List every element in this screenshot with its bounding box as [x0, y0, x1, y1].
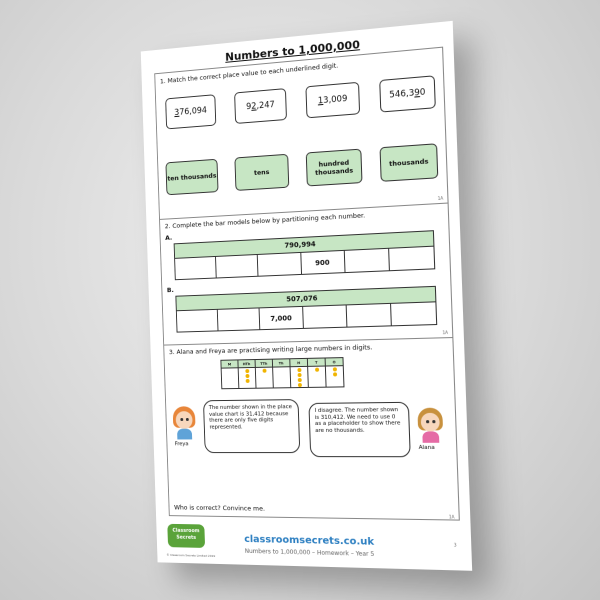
place-value-column [290, 366, 308, 387]
question-2-text: 2. Complete the bar models below by partitioning each number. [164, 211, 366, 231]
bar-cell: 7,000 [260, 307, 304, 330]
question-ref: 1A [448, 514, 455, 520]
place-value-column [308, 366, 326, 387]
counter-dot [262, 369, 266, 373]
place-value-header: O [325, 358, 343, 366]
alana-name: Alana [418, 444, 435, 452]
place-value-header: HTh [238, 360, 255, 368]
counter-dot [297, 368, 301, 372]
face [176, 411, 193, 429]
place-value-column [273, 367, 291, 388]
worksheet-page [141, 21, 472, 571]
question-3-text: 3. Alana and Freya are practising writing large numbers in digits. [168, 343, 373, 357]
bar-model-b-label: B. [166, 286, 174, 295]
place-value-header: H [290, 358, 308, 366]
underlined-digit: 1 [317, 95, 324, 107]
counter-dot [333, 372, 337, 376]
counter-dot [315, 368, 319, 372]
bar-cell [258, 253, 302, 277]
bar-model-b-total: 507,076 [176, 287, 435, 311]
bar-cell [389, 247, 434, 272]
logo-line-2: Secrets [176, 534, 197, 541]
place-value-card-2: tens [234, 154, 289, 191]
place-value-card-1: ten thousands [165, 159, 218, 196]
bar-cell: 900 [301, 251, 345, 275]
website-url: classroomsecrets.co.uk [244, 534, 375, 548]
number-part: 0 [419, 87, 426, 99]
place-value-header: M [221, 360, 238, 368]
place-value-column [221, 368, 239, 389]
place-value-column [238, 367, 256, 388]
bar-model-a [174, 230, 436, 280]
counter-dot [332, 367, 336, 371]
question-2 [160, 203, 452, 346]
place-value-chart [220, 357, 344, 389]
bar-cell [177, 310, 219, 333]
bar-cell [218, 308, 261, 331]
number-part: 3,009 [323, 93, 348, 106]
freya-name: Freya [174, 441, 189, 448]
bar-model-a-label: A. [165, 233, 173, 242]
counter-dot [297, 373, 301, 377]
place-value-card-3: hundred thousands [306, 149, 363, 187]
eye [180, 418, 182, 420]
eye [186, 418, 188, 420]
question-ref: 1A [442, 329, 449, 336]
number-part: 76,094 [179, 105, 208, 118]
underlined-digit: 9 [414, 87, 421, 99]
place-value-header: Th [272, 359, 290, 367]
copyright-text: © Classroom Secrets Limited 2019 [166, 552, 216, 558]
bar-cell [346, 304, 391, 328]
place-value-header: TTh [255, 359, 273, 367]
body [177, 429, 192, 440]
counter-dot [297, 383, 301, 387]
question-frame [154, 47, 460, 521]
question-3-prompt: Who is correct? Convince me. [173, 503, 266, 513]
bar-cell [391, 302, 436, 326]
bar-model-a-total: 790,994 [175, 231, 434, 259]
place-value-chart-counters [221, 366, 344, 389]
question-1 [155, 48, 447, 220]
number-part: 9 [245, 101, 252, 113]
freya-speech-bubble: The number shown in the place value chart is 31,412 because there are only five digits represented. [203, 399, 300, 453]
place-value-header: T [307, 358, 325, 366]
counter-dot [245, 369, 249, 373]
bar-cell [216, 255, 259, 279]
counter-dot [297, 378, 301, 382]
question-1-text: 1. Match the correct place value to each underlined digit. [159, 61, 339, 86]
eye [426, 420, 429, 423]
number-part: ,247 [256, 100, 275, 112]
underlined-digit: 3 [174, 107, 180, 119]
bar-model-b [175, 286, 437, 333]
alana-speech-bubble: I disagree. The number shown is 310,412. We need to use 0 as a placeholder to show there are no thousands. [308, 402, 410, 457]
footer-description: Numbers to 1,000,000 – Homework – Year 5 [244, 547, 375, 558]
number-card-1 [165, 94, 216, 129]
number-card-2 [234, 88, 287, 124]
bar-cell [175, 257, 217, 280]
counter-dot [245, 374, 249, 378]
number-card-3 [305, 82, 360, 119]
face [421, 413, 440, 432]
bar-cell [303, 305, 347, 329]
bar-cell [344, 249, 389, 273]
place-value-card-4: thousands [380, 143, 439, 182]
place-value-column [255, 367, 273, 388]
body [422, 431, 439, 442]
counter-dot [245, 379, 249, 383]
freya-avatar [170, 404, 199, 439]
page-number: 3 [453, 542, 457, 548]
number-part: 546,3 [389, 88, 415, 101]
question-ref: 1A [437, 195, 444, 202]
eye [432, 420, 435, 423]
question-3 [164, 337, 459, 522]
worksheet-title: Numbers to 1,000,000 [225, 38, 361, 64]
alana-avatar [414, 406, 446, 443]
place-value-column [325, 366, 344, 387]
underlined-digit: 2 [251, 101, 257, 112]
number-card-4 [379, 75, 436, 112]
logo-line-1: Classroom [172, 527, 200, 535]
